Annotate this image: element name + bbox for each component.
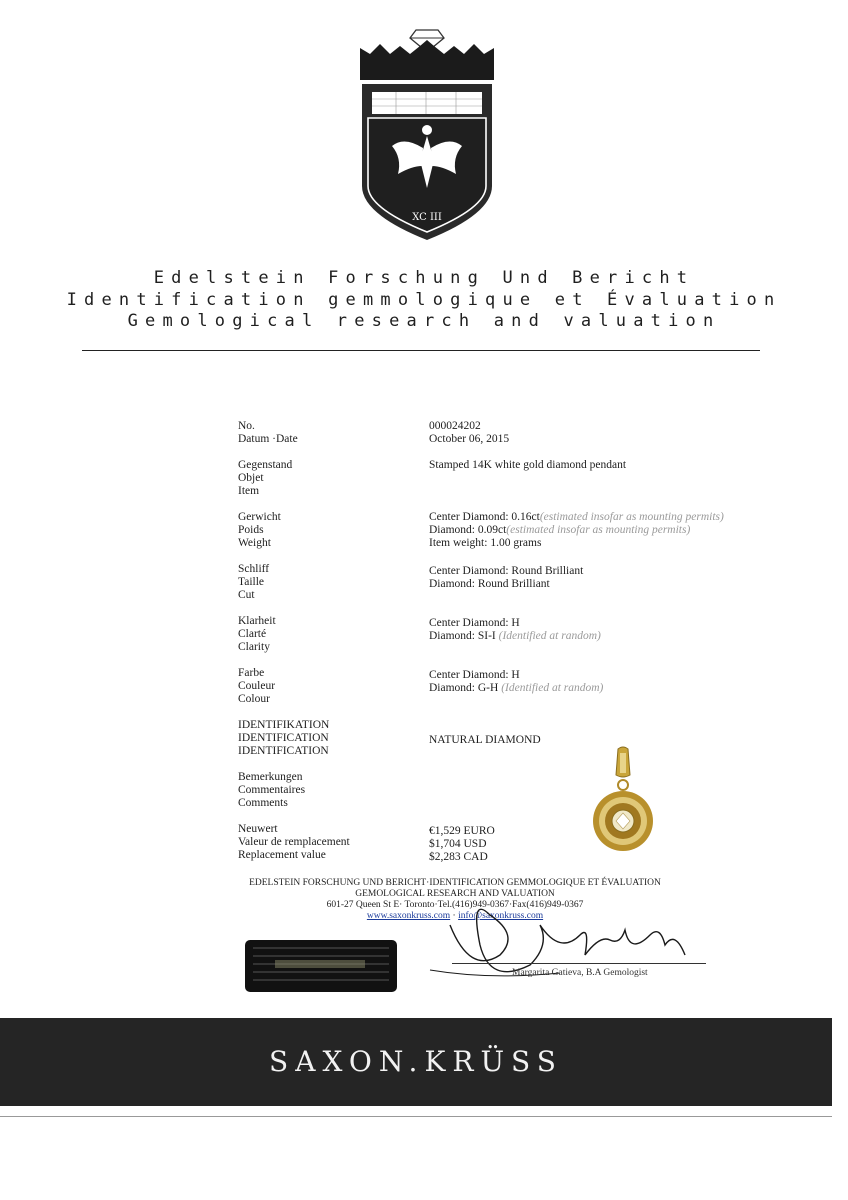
- item-labels: Gegenstand Objet Item: [238, 459, 293, 497]
- identification-labels: IDENTIFIKATION IDENTIFICATION IDENTIFICATION: [238, 719, 330, 757]
- colour-labels: Farbe Couleur Colour: [238, 667, 276, 705]
- weight-values: Center Diamond: 0.16ct(estimated insofar as mounting permits) Diamond: 0.09ct(estimated insofar as mounting permits) Item weight: 1.00 grams: [429, 511, 724, 549]
- footer-contacts: www.saxonkruss.com · info@saxonkruss.com: [366, 911, 544, 921]
- value-usd: $1,704 USD: [429, 838, 487, 850]
- website-link[interactable]: www.saxonkruss.com: [366, 911, 451, 921]
- svg-text:XC III: XC III: [412, 212, 442, 223]
- weight-labels: Gerwicht Poids Weight: [238, 511, 281, 549]
- crest-logo: [356, 18, 498, 244]
- value-euro: €1,529 EURO: [429, 825, 495, 837]
- signer-name: Margarita Gatieva, B.A Gemologist: [512, 968, 648, 978]
- value-cad: $2,283 CAD: [429, 851, 488, 863]
- cut-labels: Schliff Taille Cut: [238, 563, 270, 601]
- email-link[interactable]: info@saxonkruss.com: [458, 911, 544, 921]
- clarity-values: Center Diamond: H Diamond: SI-I (Identified at random): [429, 617, 601, 642]
- footer-address: 601-27 Queen St E· Toronto·Tel.(416)949-0367·Fax(416)949-0367: [326, 900, 584, 910]
- bottom-divider: [0, 1116, 832, 1117]
- number-date-values: [429, 420, 509, 446]
- brand-banner: [0, 1018, 832, 1106]
- value-labels: Neuwert Valeur de remplacement Replacement value: [238, 823, 350, 861]
- footer-line-2: GEMOLOGICAL RESEARCH AND VALUATION: [355, 889, 555, 899]
- footer-line-1: EDELSTEIN FORSCHUNG UND BERICHT·IDENTIFICATION GEMMOLOGIQUE ET ÉVALUATION: [249, 878, 661, 888]
- clarity-labels: Klarheit Clarté Clarity: [238, 615, 276, 653]
- heading-german: Edelstein Forschung Und Bericht: [153, 268, 695, 288]
- heading-divider: [82, 350, 760, 351]
- hologram-seal: [245, 940, 397, 992]
- cut-values: Center Diamond: Round Brilliant Diamond: Round Brilliant: [429, 565, 584, 590]
- report-date: October 06, 2015: [429, 433, 510, 445]
- pendant-photo: [588, 745, 658, 857]
- colour-values: Center Diamond: H Diamond: G-H (Identified at random): [429, 669, 604, 694]
- identification-value: NATURAL DIAMOND: [429, 734, 541, 746]
- signature: [410, 885, 700, 995]
- signature-line: [452, 963, 706, 964]
- item-value: Stamped 14K white gold diamond pendant: [429, 459, 627, 471]
- heading-english: Gemological research and valuation: [127, 311, 721, 331]
- value-values: [429, 825, 495, 864]
- comments-labels: Bemerkungen Commentaires Comments: [238, 771, 306, 809]
- brand-name: SAXON.KRÜSS: [269, 1045, 563, 1078]
- report-number: 000024202: [429, 420, 481, 432]
- heading-french: Identification gemmologique et Évaluation: [66, 290, 782, 310]
- number-date-labels: No. Datum ·Date: [238, 420, 298, 445]
